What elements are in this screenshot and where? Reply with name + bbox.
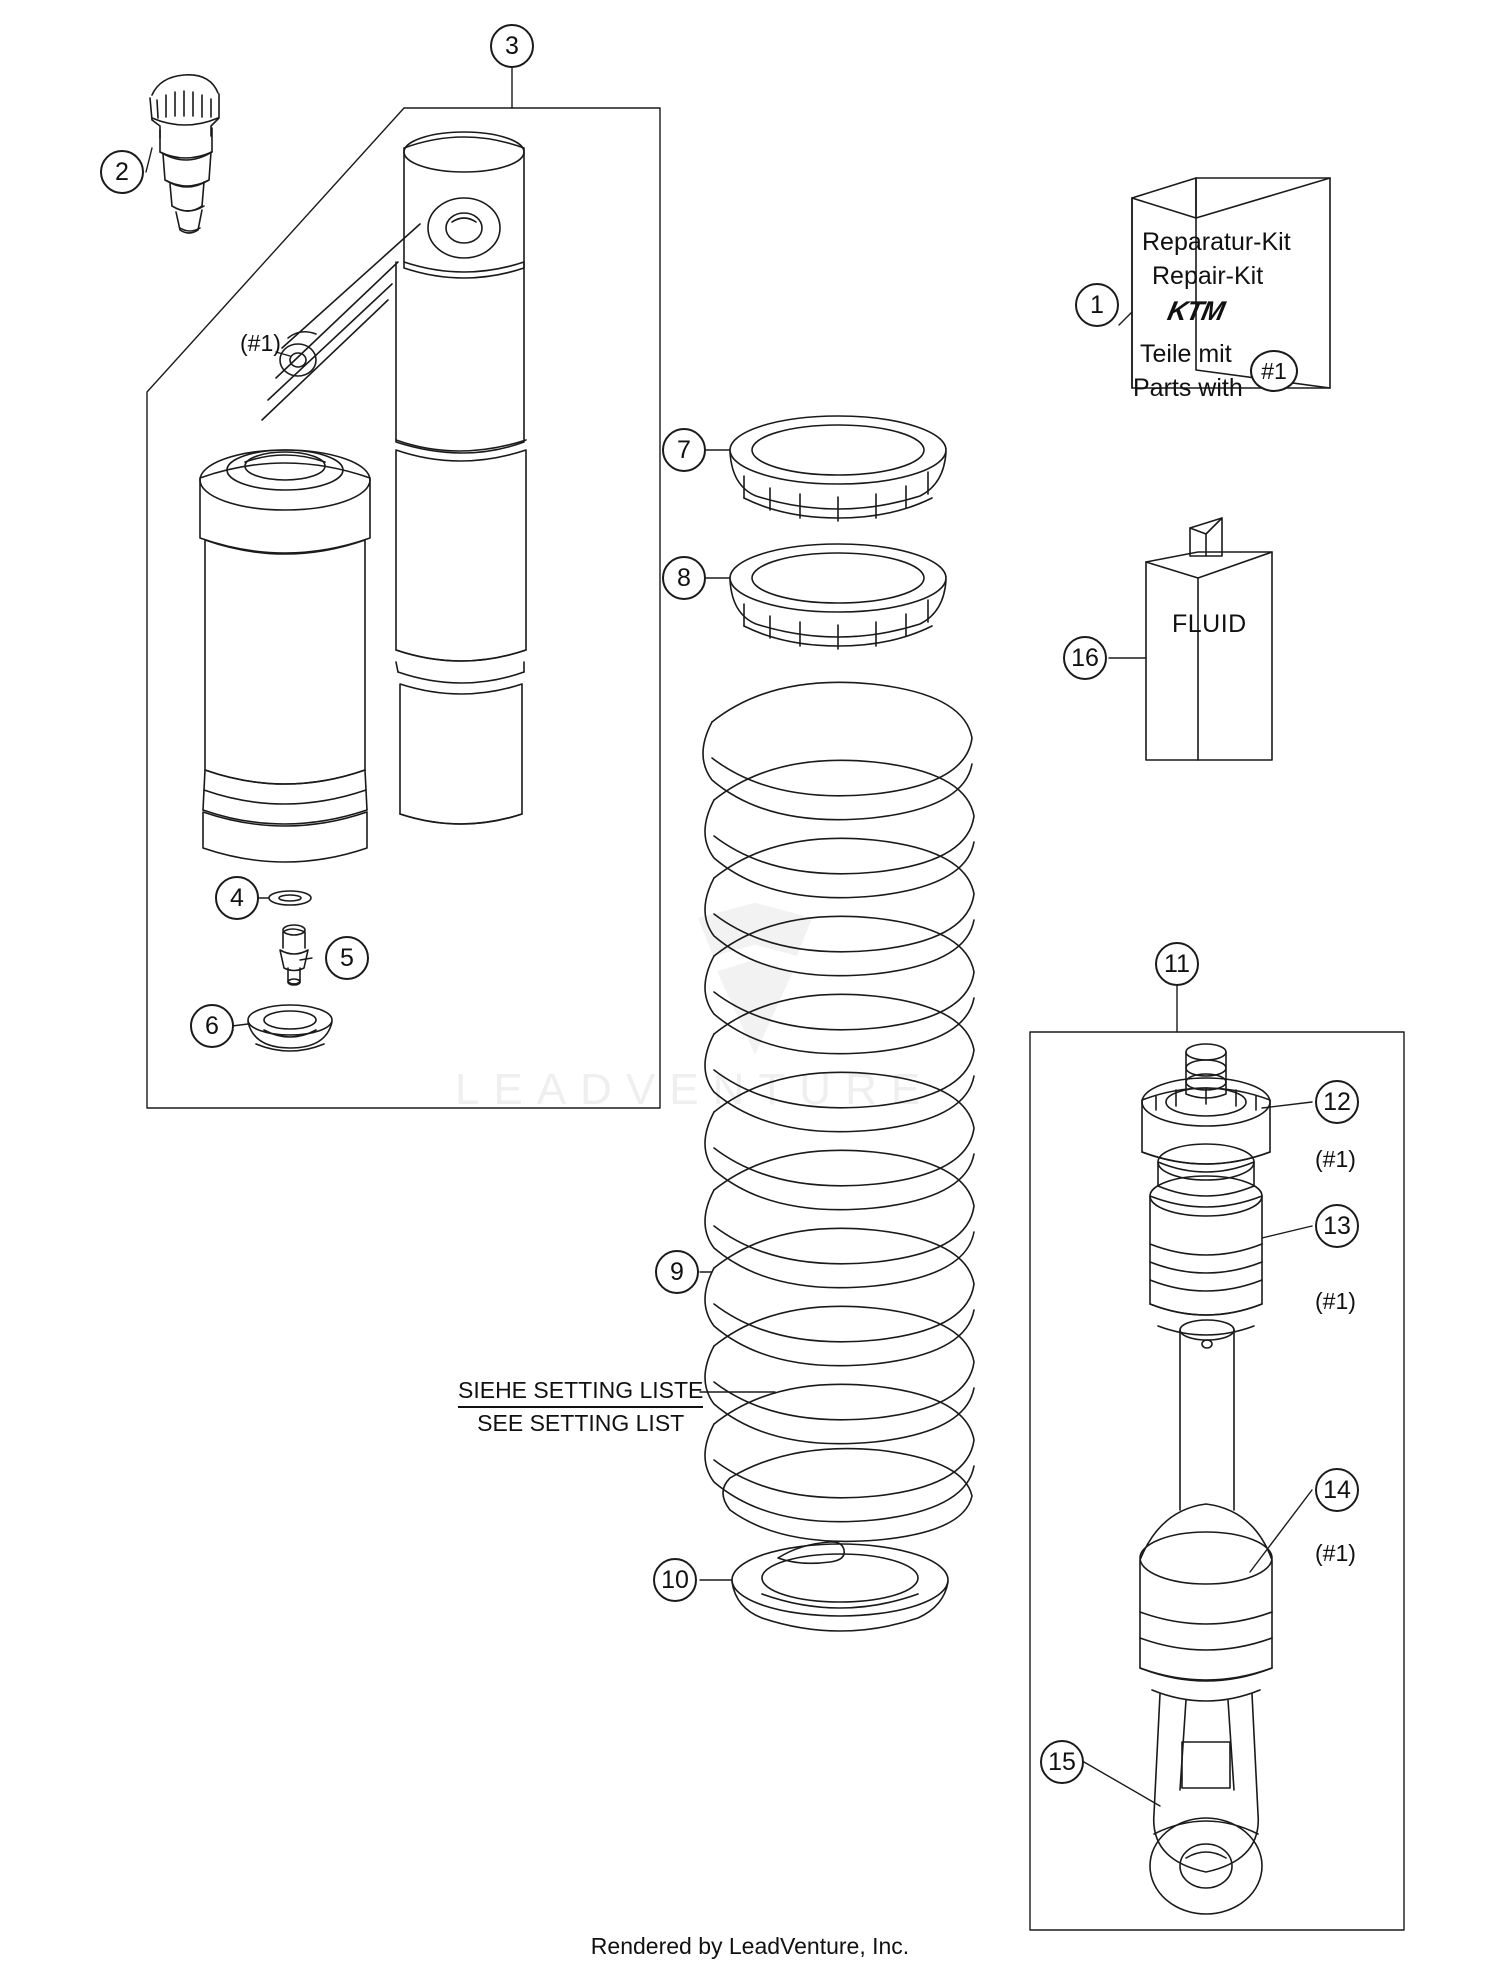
callout-14[interactable]: 14 — [1315, 1468, 1359, 1512]
callout-4[interactable]: 4 — [215, 876, 259, 920]
callout-11[interactable]: 11 — [1155, 942, 1199, 986]
repair-kit-line-en: Repair-Kit — [1152, 262, 1264, 290]
setting-list-note-divider — [458, 1406, 703, 1408]
callout-13[interactable]: 13 — [1315, 1204, 1359, 1248]
footer-credit: Rendered by LeadVenture, Inc. — [590, 1933, 910, 1959]
callout-6[interactable]: 6 — [190, 1004, 234, 1048]
setting-list-note — [458, 1376, 703, 1438]
callout-1[interactable]: 1 — [1075, 283, 1119, 327]
repair-kit-line-de: Reparatur-Kit — [1142, 228, 1291, 256]
callout-12[interactable]: 12 — [1315, 1080, 1359, 1124]
watermark-text: LEADVENTURE — [455, 1065, 935, 1114]
callout-16[interactable]: 16 — [1063, 636, 1107, 680]
ktm-logo: KTM — [1164, 296, 1227, 326]
hash-tag-bump-rubber: (#1) — [1315, 1540, 1356, 1566]
callout-8[interactable]: 8 — [662, 556, 706, 600]
fluid-label: FLUID — [1172, 610, 1247, 638]
hash-tag-shock-body: (#1) — [240, 330, 281, 356]
hash-tag-piston-upper: (#1) — [1315, 1146, 1356, 1172]
hash-tag-repair-kit: #1 — [1250, 350, 1298, 392]
callout-15[interactable]: 15 — [1040, 1740, 1084, 1784]
callout-7[interactable]: 7 — [662, 428, 706, 472]
callout-2[interactable]: 2 — [100, 150, 144, 194]
setting-list-note-en: SEE SETTING LIST — [477, 1410, 685, 1436]
callout-3[interactable]: 3 — [490, 24, 534, 68]
callout-10[interactable]: 10 — [653, 1558, 697, 1602]
repair-kit-parts-de: Teile mit — [1140, 340, 1232, 368]
setting-list-note-de: SIEHE SETTING LISTE — [458, 1377, 704, 1403]
repair-kit-parts-en: Parts with — [1133, 374, 1243, 402]
callout-5[interactable]: 5 — [325, 936, 369, 980]
callout-9[interactable]: 9 — [655, 1250, 699, 1294]
hash-tag-piston-lower: (#1) — [1315, 1288, 1356, 1314]
